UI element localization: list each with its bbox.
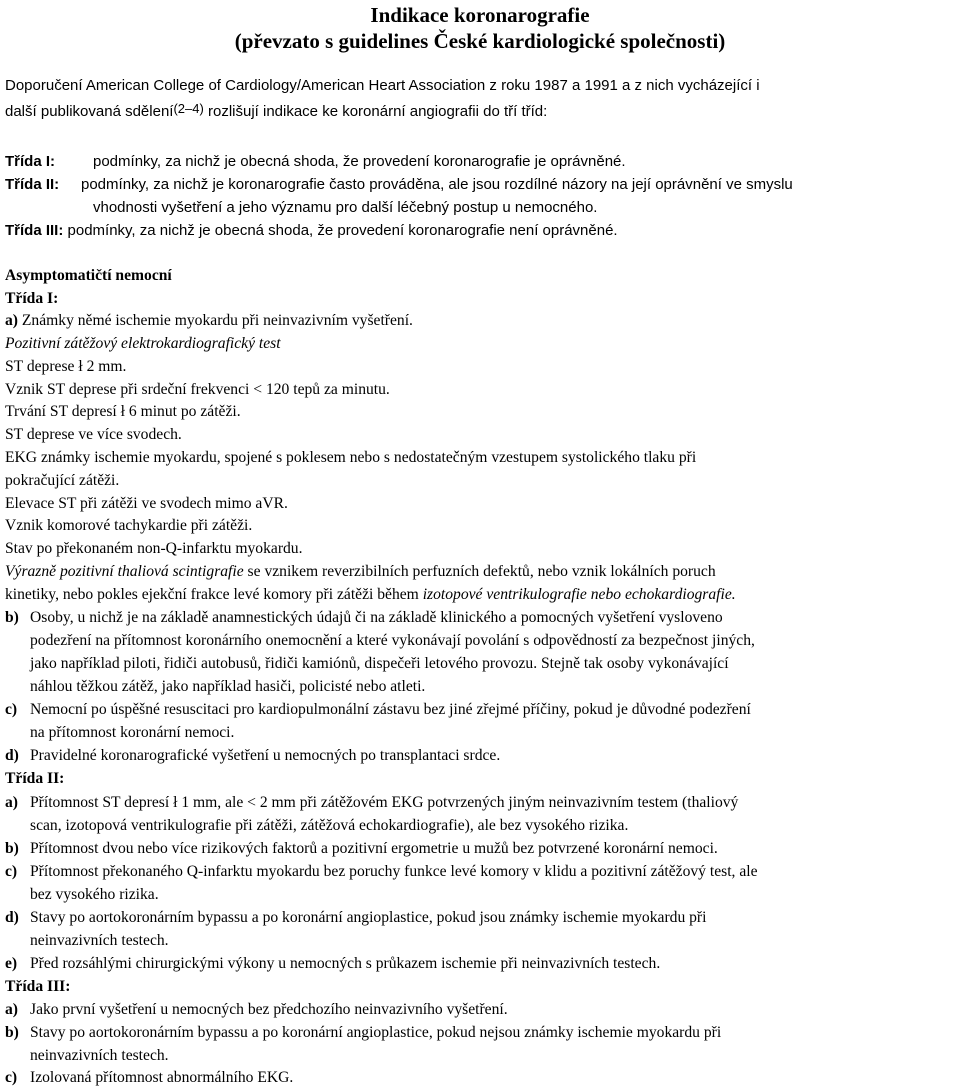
class-2-item-a-line-2: scan, izotopová ventrikulografie při zátěži, zátěžová echokardiografie), ale bez vysokého rizika. bbox=[30, 817, 629, 834]
class-2-text-2: vhodnosti vyšetření a jeho významu pro další léčebný postup u nemocného. bbox=[93, 199, 598, 216]
class-2-item-c bbox=[5, 861, 758, 883]
asym-item-b-line-3: jako například piloti, řidiči autobusů, řidiči kamiónů, dispečeři letového provozu. Stejně tak osoby vykonávající bbox=[30, 655, 729, 672]
asym-item-a-label: a) bbox=[5, 312, 18, 329]
class-2-item-e-label: e) bbox=[5, 955, 18, 972]
class-2-item-d-line-2: neinvazivních testech. bbox=[30, 932, 169, 949]
thallium-line-2 bbox=[5, 584, 736, 606]
class-2-label: Třída II: bbox=[5, 176, 60, 193]
asymptomatic-heading: Asymptomatičtí nemocní bbox=[5, 267, 172, 284]
class-2-heading: Třída II: bbox=[5, 770, 65, 787]
class-2-text-1: podmínky, za nichž je koronarografie často prováděna, ale jsou rozdílné názory na její oprávnění ve smyslu bbox=[81, 176, 793, 193]
class-2-item-d bbox=[5, 907, 706, 929]
asym-item-b-line-2: podezření na přítomnost koronárního onemocnění a které vykonávají povolání s odpovědností za bezpečnost jiných, bbox=[30, 632, 755, 649]
class-3-label: Třída III: bbox=[5, 222, 64, 239]
asym-item-d bbox=[5, 745, 500, 767]
class-2-item-c-line-1: Přítomnost překonaného Q-infarktu myokardu bez poruchy funkce levé komory v klidu a pozitivní zátěžový test, ale bbox=[30, 863, 758, 880]
class-2-item-a-label: a) bbox=[5, 794, 18, 811]
class-3-text: podmínky, za nichž je obecná shoda, že provedení koronarografie není oprávněné. bbox=[63, 222, 618, 239]
class-3-item-a bbox=[5, 999, 508, 1021]
criterion-1: ST deprese ł 2 mm. bbox=[5, 358, 127, 375]
thallium-line-2-text: kinetiky, nebo pokles ejekční frakce levé komory při zátěži během bbox=[5, 586, 423, 603]
criterion-6: Elevace ST při zátěži ve svodech mimo aVR. bbox=[5, 495, 288, 512]
class-2-item-a bbox=[5, 792, 738, 814]
criterion-3: Trvání ST depresí ł 6 minut po zátěži. bbox=[5, 403, 241, 420]
asym-item-c-line-2: na přítomnost koronární nemoci. bbox=[30, 724, 235, 741]
criterion-7: Vznik komorové tachykardie při zátěži. bbox=[5, 517, 253, 534]
asym-item-b-line-4: náhlou těžkou zátěž, jako například hasiči, policisté nebo atleti. bbox=[30, 678, 426, 695]
class-2-item-c-label: c) bbox=[5, 863, 18, 880]
asym-item-c-label: c) bbox=[5, 701, 18, 718]
class-3-item-c bbox=[5, 1067, 293, 1089]
criterion-2: Vznik ST deprese při srdeční frekvenci < 120 tepů za minutu. bbox=[5, 381, 390, 398]
class-3-item-b-label: b) bbox=[5, 1024, 19, 1041]
class-3-item-b-line-2: neinvazivních testech. bbox=[30, 1047, 169, 1064]
intro-reference: (2–4) bbox=[173, 101, 204, 116]
asym-item-b-label: b) bbox=[5, 609, 19, 626]
class-3-item-a-label: a) bbox=[5, 1001, 18, 1018]
class-2-item-a-line-1: Přítomnost ST depresí ł 1 mm, ale < 2 mm při zátěžovém EKG potvrzených jiným neinvazivním testem (thaliový bbox=[30, 794, 739, 811]
asym-class-1-heading: Třída I: bbox=[5, 290, 59, 307]
class-3-item-b bbox=[5, 1022, 721, 1044]
intro-line-2 bbox=[5, 101, 547, 123]
class-3-heading: Třída III: bbox=[5, 978, 71, 995]
intro-line-1: Doporučení American College of Cardiology/American Heart Association z roku 1987 a 1991 a z nich vycházející i bbox=[5, 77, 760, 94]
document-subtitle: (převzato s guidelines České kardiologické společnosti) bbox=[234, 29, 726, 53]
class-1-label: Třída I: bbox=[5, 153, 56, 170]
intro-text-b: rozlišují indikace ke koronární angiografii do tří tříd: bbox=[203, 103, 548, 120]
class-2-item-b bbox=[5, 838, 718, 860]
asym-item-a bbox=[5, 310, 413, 332]
criterion-4: ST deprese ve více svodech. bbox=[5, 426, 182, 443]
thallium-line-1 bbox=[5, 561, 716, 583]
class-2-item-b-label: b) bbox=[5, 840, 19, 857]
intro-text-a: další publikovaná sdělení bbox=[5, 103, 174, 120]
class-3-item-c-line-1: Izolovaná přítomnost abnormálního EKG. bbox=[30, 1069, 294, 1086]
thallium-italic: Výrazně pozitivní thaliová scintigrafie bbox=[5, 563, 244, 580]
asym-item-c bbox=[5, 699, 751, 721]
class-2-item-b-line-1: Přítomnost dvou nebo více rizikových faktorů a pozitivní ergometrie u mužů bez potvrzené koronární nemoci. bbox=[30, 840, 718, 857]
asym-item-d-label: d) bbox=[5, 747, 19, 764]
class-1-definition bbox=[5, 151, 626, 173]
thallium-line-2-italic: izotopové ventrikulografie nebo echokardiografie. bbox=[422, 586, 736, 603]
class-2-item-c-line-2: bez vysokého rizika. bbox=[30, 886, 159, 903]
class-2-definition bbox=[5, 174, 793, 196]
asym-item-d-line-1: Pravidelné koronarografické vyšetření u nemocných po transplantaci srdce. bbox=[30, 747, 501, 764]
class-3-item-a-line-1: Jako první vyšetření u nemocných bez předchozího neinvazivního vyšetření. bbox=[30, 1001, 508, 1018]
asym-item-b bbox=[5, 607, 723, 629]
asym-item-c-line-1: Nemocní po úspěšné resuscitaci pro kardiopulmonální zástavu bez jiné zřejmé příčiny, pokud je důvodné podezření bbox=[30, 701, 751, 718]
criterion-8: Stav po překonaném non-Q-infarktu myokardu. bbox=[5, 540, 303, 557]
class-1-text: podmínky, za nichž je obecná shoda, že provedení koronarografie je oprávněné. bbox=[93, 153, 626, 170]
criterion-5-line-2: pokračující zátěži. bbox=[5, 472, 120, 489]
class-3-item-b-line-1: Stavy po aortokoronárním bypassu a po koronární angioplastice, pokud nejsou známky ischemie myokardu při bbox=[30, 1024, 722, 1041]
class-2-item-d-label: d) bbox=[5, 909, 19, 926]
document-title: Indikace koronarografie bbox=[370, 3, 590, 27]
thallium-rest: se vznikem reverzibilních perfuzních defektů, nebo vznik lokálních poruch bbox=[243, 563, 716, 580]
class-3-item-c-label: c) bbox=[5, 1069, 18, 1086]
class-2-item-d-line-1: Stavy po aortokoronárním bypassu a po koronární angioplastice, pokud jsou známky ischemie myokardu při bbox=[30, 909, 707, 926]
class-2-item-e-line-1: Před rozsáhlými chirurgickými výkony u nemocných s průkazem ischemie při neinvazivních testech. bbox=[30, 955, 661, 972]
asym-item-b-line-1: Osoby, u nichž je na základě anamnestických údajů či na základě klinického a pomocných vyšetření vysloveno bbox=[30, 609, 723, 626]
ekg-test-subheading: Pozitivní zátěžový elektrokardiografický test bbox=[5, 335, 281, 352]
criterion-5-line-1: EKG známky ischemie myokardu, spojené s poklesem nebo s nedostatečným vzestupem systolického tlaku při bbox=[5, 449, 697, 466]
class-3-definition bbox=[5, 220, 618, 242]
class-2-item-e bbox=[5, 953, 660, 975]
asym-item-a-text: Známky němé ischemie myokardu při neinvazivním vyšetření. bbox=[18, 312, 413, 329]
